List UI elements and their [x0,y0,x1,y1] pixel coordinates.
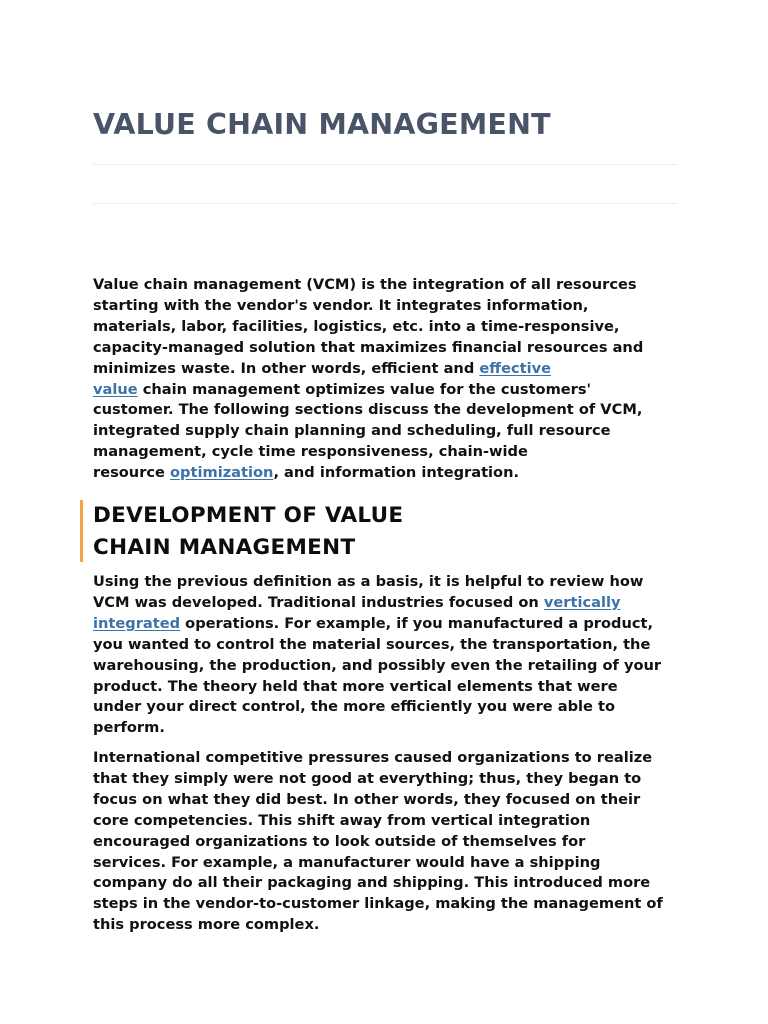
paragraph-line: core competencies. This shift away from vertical integration [93,811,591,829]
intro-line: capacity-managed solution that maximizes financial resources and [93,338,644,356]
intro-line: customer. The following sections discuss the development of VCM, [93,401,643,419]
paragraph-line: this process more complex. [93,916,320,934]
intro-line: management, cycle time responsiveness, chain-wide [93,443,528,461]
intro-line: starting with the vendor's vendor. It integrates information, [93,296,589,314]
intro-line: integrated supply chain planning and scheduling, full resource [93,422,611,440]
intro-line: Value chain management (VCM) is the integration of all resources [93,276,637,293]
paragraph-line [93,614,683,635]
link-optimization[interactable]: optimization [170,464,274,482]
paragraph-line: company do all their packaging and shipping. This introduced more [93,874,651,892]
section-heading [93,500,513,563]
paragraph-line: focus on what they did best. In other words, they focused on their [93,790,641,808]
intro-line [93,463,683,484]
intro-text: chain management optimizes value for the customers' [142,380,592,398]
intro-text: , and information integration. [273,464,520,482]
page-title: VALUE CHAIN MANAGEMENT [93,108,551,141]
paragraph-line: under your direct control, the more efficiently you were able to [93,698,616,716]
paragraph-line: steps in the vendor-to-customer linkage, making the management of [93,895,663,913]
paragraph-competitive-pressures [93,748,683,936]
paragraph-line: warehousing, the production, and possibly even the retailing of your [93,656,662,674]
intro-paragraph [93,275,683,484]
paragraph-line: that they simply were not good at everything; thus, they began to [93,769,642,787]
intro-text: minimizes waste. In other words, efficient and [93,359,480,377]
link-effective-value[interactable]: effective [479,359,552,377]
paragraph-line: services. For example, a manufacturer would have a shipping [93,853,601,871]
link-vertically-integrated[interactable]: vertically [543,593,621,611]
paragraph-line: encouraged organizations to look outside of themselves for [93,832,586,850]
intro-line [93,380,683,401]
paragraph-line: International competitive pressures caused organizations to realize [93,749,653,766]
paragraph-line: you wanted to control the material sources, the transportation, the [93,635,651,653]
intro-line [93,359,683,380]
divider-bottom [93,203,677,204]
link-vertically-integrated-cont[interactable]: integrated [93,614,181,632]
section-heading-line: DEVELOPMENT OF VALUE [93,503,404,528]
section-development [93,500,683,563]
intro-text: resource [93,464,171,482]
paragraph-text: operations. For example, if you manufactured a product, [185,614,654,632]
paragraph-line [93,593,683,614]
divider-top [93,164,677,165]
paragraph-line: Using the previous definition as a basis, it is helpful to review how [93,573,644,590]
link-effective-value-cont[interactable]: value [93,380,138,398]
paragraph-line: perform. [93,719,165,737]
paragraph-line: product. The theory held that more vertical elements that were [93,677,618,695]
paragraph-text: VCM was developed. Traditional industries focused on [93,593,544,611]
intro-line: materials, labor, facilities, logistics, etc. into a time-responsive, [93,317,620,335]
paragraph-vcm-history [93,572,683,739]
section-accent-bar [80,500,83,562]
section-heading-line: CHAIN MANAGEMENT [93,534,356,560]
